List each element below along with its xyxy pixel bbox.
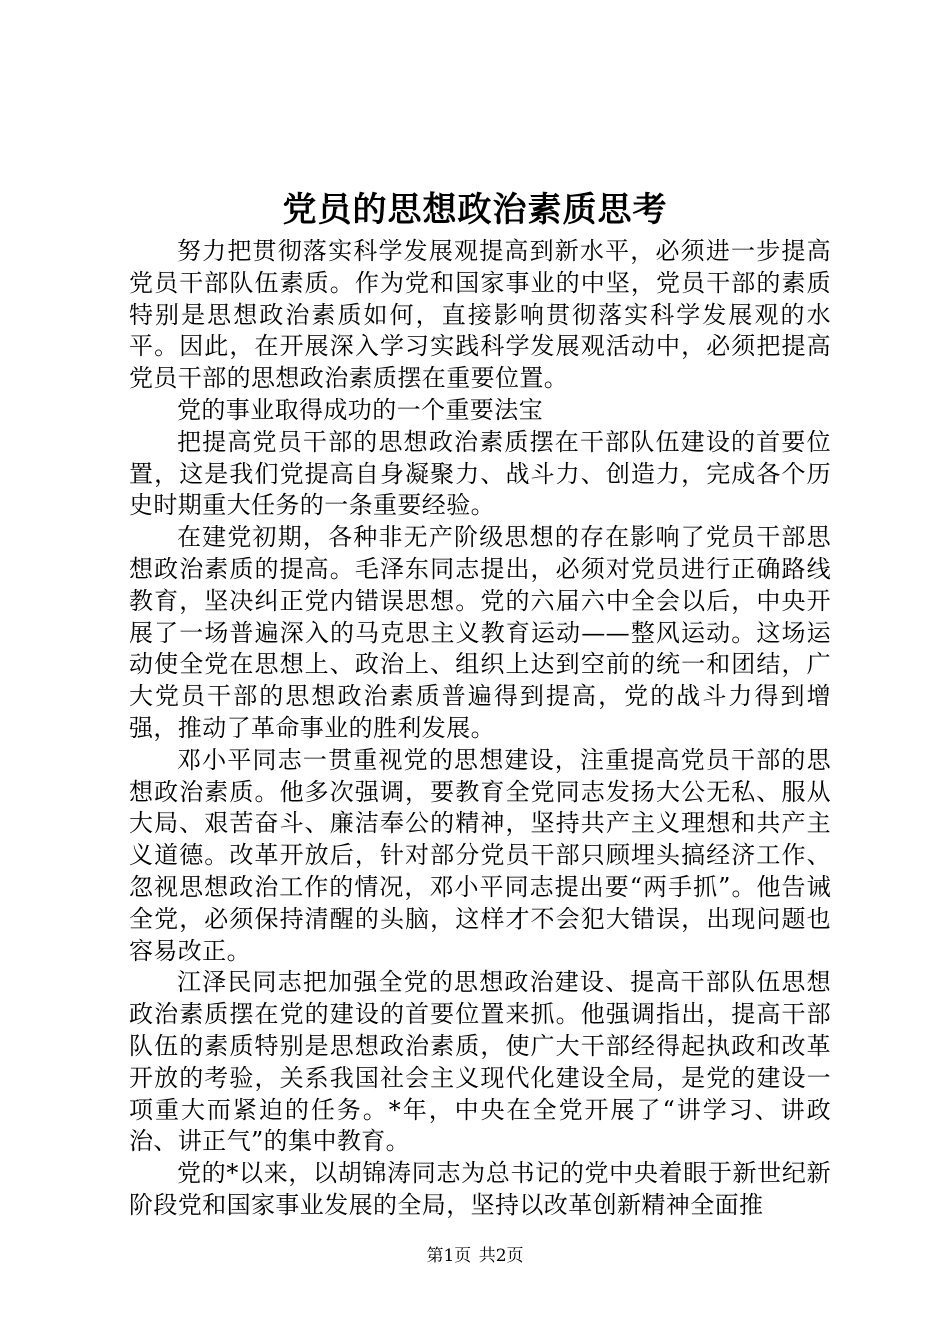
page-total: 共2页 (478, 1246, 524, 1266)
paragraph: 江泽民同志把加强全党的思想政治建设、提高干部队伍思想政治素质摆在党的建设的首要位置来抓。他强调指出，提高干部队伍的素质特别是思想政治素质，使广大干部经得起执政和改革开放的考验，关系我国社会主义现代化建设全局，是党的建设一项重大而紧迫的任务。*年，中央在全党开展了“讲学习、讲政治、讲正气”的集中教育。 (129, 968, 831, 1156)
document-body (129, 236, 831, 1222)
paragraph: 在建党初期，各种非无产阶级思想的存在影响了党员干部思想政治素质的提高。毛泽东同志提出，必须对党员进行正确路线教育，坚决纠正党内错误思想。党的六届六中全会以后，中央开展了一场普遍深入的马克思主义教育运动——整风运动。这场运动使全党在思想上、政治上、组织上达到空前的统一和团结，广大党员干部的思想政治素质普遍得到提高，党的战斗力得到增强，推动了革命事业的胜利发展。 (129, 523, 831, 742)
paragraph: 努力把贯彻落实科学发展观提高到新水平，必须进一步提高党员干部队伍素质。作为党和国家事业的中坚，党员干部的素质特别是思想政治素质如何，直接影响贯彻落实科学发展观的水平。因此，在开展深入学习实践科学发展观活动中，必须把提高党员干部的思想政治素质摆在重要位置。 (129, 237, 831, 393)
paragraph: 党的*以来，以胡锦涛同志为总书记的党中央着眼于新世纪新阶段党和国家事业发展的全局，坚持以改革创新精神全面推 (129, 1159, 831, 1219)
document-title: 党员的思想政治素质思考 (282, 190, 668, 230)
page-footer (0, 1244, 950, 1268)
page-number: 第1页 (426, 1246, 472, 1266)
paragraph: 把提高党员干部的思想政治素质摆在干部队伍建设的首要位置，这是我们党提高自身凝聚力、战斗力、创造力，完成各个历史时期重大任务的一条重要经验。 (129, 427, 831, 520)
section-heading: 党的事业取得成功的一个重要法宝 (177, 395, 543, 424)
paragraph: 邓小平同志一贯重视党的思想建设，注重提高党员干部的思想政治素质。他多次强调，要教育全党同志发扬大公无私、服从大局、艰苦奋斗、廉洁奉公的精神，坚持共产主义理想和共产主义道德。改革开放后，针对部分党员干部只顾埋头搞经济工作、忽视思想政治工作的情况，邓小平同志提出要“两手抓”。他告诫全党，必须保持清醒的头脑，这样才不会犯大错误，出现问题也容易改正。 (129, 745, 831, 965)
